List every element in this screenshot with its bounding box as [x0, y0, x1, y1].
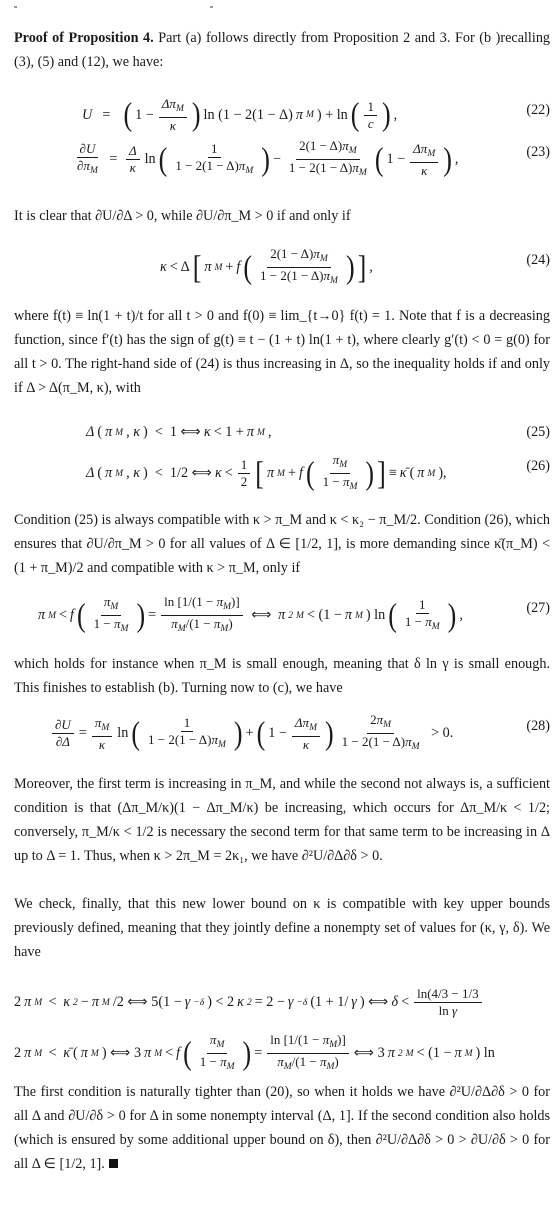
equation-22: U = ( 1 − $\frac{\Delta\pi_M}{\kappa}$ ) ln (1 − 2(1 − Δ) π M ) + ln ( $\frac{1}{c}$ ) , (22) [82, 96, 550, 133]
eq-number: (23) [526, 144, 550, 160]
eq-number: (27) [526, 600, 550, 616]
eq-number: (28) [526, 718, 550, 734]
eq-number: (25) [526, 424, 550, 440]
paragraph-conclusion [14, 1080, 550, 1176]
paragraph-small-pi: which holds for instance when π_M is small enough, meaning that δ ln γ is small enough. This finishes to establish (b). Turning now to (c), we have [14, 656, 550, 696]
equation-24: κ < Δ [ π M + f ( $\frac{2(1 - \Delta)\pi_M}{1 - 2(1 - \Delta)\pi_M}$ ) ] , (24) [160, 246, 550, 286]
equation-28: $\frac{\partial U}{\partial\Delta}$ = $\frac{\pi_M}{\kappa}$ ln ( $\frac{1}{1 - 2(1 - \Delta)\pi_M}$ ) + ( 1 − $\frac{\Delta\pi_M}{\kappa}$ ) $\frac{2\pi_M}{1 - 2(1 - \Delta)\pi_M}$ > 0. (28) [0, 712, 560, 742]
conclusion-text: The first condition is naturally tighter than (20), so when it holds we have ∂²U/∂Δ∂δ > 0 for all Δ and ∂U/∂δ > 0 for Δ in some nonempty interval (Δ, 1]. If the second condition also holds (which is ensured by some additional upper bound on δ), then ∂²U/∂Δ∂δ > 0 > ∂U/∂δ > 0 for all Δ ∈ [1/2, 1]. [14, 1084, 550, 1172]
paragraph-compatibility: We check, finally, that this new lower bound on κ is compatible with key upper bounds previously defined, meaning that they jointly define a nonempty set of values for (κ, γ, δ). We have [14, 896, 550, 960]
equation-25: Δ ( π M , κ ) < 1 ⟺ κ < 1 + π M , (25) [86, 424, 550, 440]
proof-intro [14, 26, 550, 74]
eq-number: (24) [526, 252, 550, 268]
proof-heading: Proof of Proposition 4. [14, 30, 154, 46]
scan-mark [210, 6, 213, 8]
eq-number: (26) [526, 458, 550, 474]
equation-bound-2: 2 π M < κ̄ ( π M ) ⟺ 3 π M < f ( $\frac{\pi_M}{1 - \pi_M}$ ) = $\frac{\ln [1/(1 - \pi_M)]}{\pi_M/(1 - \pi_M)}$ ⟺ 3 π 2 M < (1 − π M ) ln [14, 1032, 495, 1072]
equation-27: π M < f ( $\frac{\pi_M}{1 - \pi_M}$ ) = $\frac{\ln [1/(1 - \pi_M)]}{\pi_M/(1 - \pi_M)}$ ⟺ π 2 M < (1 − π M ) ln ( $\frac{1}{1 - \pi_M}$ ) , (27) [38, 594, 550, 634]
paragraph-condition: It is clear that ∂U/∂Δ > 0, while ∂U/∂π_M > 0 if and only if [14, 208, 351, 224]
scan-marks [0, 6, 560, 14]
scan-mark [14, 6, 17, 8]
paragraph-f-definition: where f(t) ≡ ln(1 + t)/t for all t > 0 and f(0) ≡ lim_{t→0} f(t) = 1. Note that f is a decreasing function, since f′(t) has the sign of g(t) ≡ t − (1 + t) ln(1 + t), where clearly g′(t) < 0 = g(0) for all t > 0. The right-hand side of (24) is thus increasing in Δ, so the inequality holds if and only if Δ > Δ(π_M, κ), with [14, 308, 550, 396]
qed-square-icon [109, 1159, 118, 1168]
paragraph-conditions-25-26: Condition (25) is always compatible with κ > π_M and κ < κ₂ − π_M/2. Condition (26), which ensures that ∂U/∂π_M > 0 for all values of Δ ∈ [1/2, 1], is more demanding since κ̄(π_M) < (1 + π_M)/2 and compatible with κ > π_M, only if [14, 512, 550, 576]
proof-intro-text: Part (a) follows directly from Proposition 2 and 3. For (b )recalling (3), (5) and (12), we have: [14, 30, 551, 70]
eq-number: (22) [526, 102, 550, 118]
equation-bound-1: 2 π M < κ 2 − π M /2 ⟺ 5(1 − γ −δ ) < 2 κ 2 = 2 − γ −δ (1 + 1/ γ ) ⟺ δ < $\frac{\ln(4/3 - 1/3}{\text{ln γ}}$ [0, 982, 560, 1024]
paragraph-monotonicity: Moreover, the first term is increasing in π_M, and while the second not always is, a sufficient condition is that (Δπ_M/κ)(1 − Δπ_M/κ) be increasing, which occurs for Δπ_M/κ < 1/2; conversely, π_M/κ < 1/2 is necessary the second term for that same term to be increasing in Δ up to Δ = 1. Thus, when κ > 2π_M = 2κ₁, we have ∂²U/∂Δ∂δ > 0. [14, 776, 550, 864]
equation-23: $\frac{\partial U}{\partial\pi_M}$ = $\frac{\Delta}{\kappa}$ ln ( $\frac{1}{1 - 2(1 - \Delta)\pi_M}$ ) − $\frac{2(1 - \Delta)\pi_M}{1 - 2(1 - \Delta)\pi_M}$ ( 1 − $\frac{\Delta\pi_M}{\kappa}$ ) , (23) [77, 138, 550, 178]
equation-26: Δ ( π M , κ ) < 1/2 ⟺ κ < $\frac{1}{2}$ [ π M + f ( $\frac{\pi_M}{1 - \pi_M}$ ) ] ≡ κ̄ ( π M ), (26) [86, 452, 550, 492]
